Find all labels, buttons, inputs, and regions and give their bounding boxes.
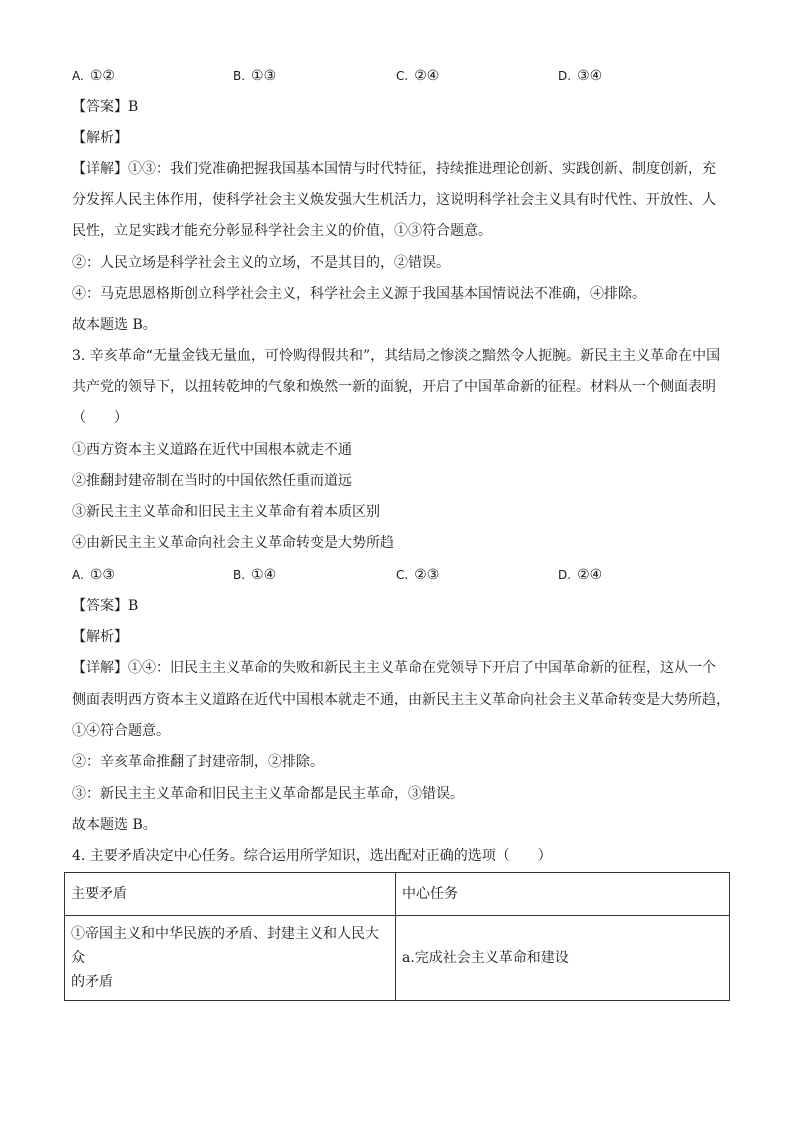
q3-option-a: A. ①③: [72, 567, 115, 583]
q4-table: [64, 872, 730, 1001]
q3-answer: 【答案】B: [72, 598, 139, 614]
q2-analysis-label: 【解析】: [72, 130, 128, 146]
q3-option-c: C. ②③: [396, 567, 440, 583]
q3-detail-line: ①④符合题意。: [72, 723, 170, 739]
q3-statement-1: ①西方资本主义道路在近代中国根本就走不通: [72, 442, 352, 458]
q2-answer: 【答案】B: [72, 99, 139, 115]
table-header-cell: 主要矛盾: [65, 873, 396, 916]
table-header-cell: 中心任务: [396, 873, 730, 916]
table-cell: [65, 916, 396, 1001]
q3-detail-line: ②：辛亥革命推翻了封建帝制，②排除。: [72, 754, 324, 770]
q3-detail-line: ③：新民主主义革命和旧民主主义革命都是民主革命，③错误。: [72, 786, 464, 802]
q4-stem: 4. 主要矛盾决定中心任务。综合运用所学知识，选出配对正确的选项（ ）: [72, 848, 552, 864]
q3-analysis-label: 【解析】: [72, 629, 128, 645]
q2-option-b: B. ①③: [233, 68, 277, 84]
q3-statement-4: ④由新民主主义革命向社会主义革命转变是大势所趋: [72, 535, 394, 551]
q2-detail-line: ④：马克思恩格斯创立科学社会主义，科学社会主义源于我国基本国情说法不准确，④排除。: [72, 286, 646, 302]
q3-statement-2: ②推翻封建帝制在当时的中国依然任重而道远: [72, 473, 352, 489]
q2-option-a: A. ①②: [72, 68, 115, 84]
table-cell: a.完成社会主义革命和建设: [396, 916, 730, 1001]
q3-options: [72, 565, 732, 585]
q2-detail-line: ②：人民立场是科学社会主义的立场，不是其目的，②错误。: [72, 255, 450, 271]
q3-detail-line: 【详解】①④：旧民主主义革命的失败和新民主主义革命在党领导下开启了中国革命新的征程，这从一个: [72, 660, 716, 676]
table-cell-line: ①帝国主义和中华民族的矛盾、封建主义和人民大众: [71, 926, 379, 966]
q2-option-d: D. ③④: [558, 68, 603, 84]
q3-option-d: D. ②④: [558, 567, 603, 583]
q2-option-c: C. ②④: [396, 68, 440, 84]
q2-options: [72, 66, 732, 86]
q3-detail-line: 侧面表明西方资本主义道路在近代中国根本就走不通，由新民主主义革命向社会主义革命转变是大势所趋，: [72, 692, 730, 708]
q2-detail-line: 民性，立足实践才能充分彰显科学社会主义的价值，①③符合题意。: [72, 223, 492, 239]
q2-detail-line: 分发挥人民主体作用，使科学社会主义焕发强大生机活力，这说明科学社会主义具有时代性、开放性、人: [72, 192, 716, 208]
q2-detail-line: 【详解】①③：我们党准确把握我国基本国情与时代特征，持续推进理论创新、实践创新、制度创新，充: [72, 161, 716, 177]
q3-stem-line: 共产党的领导下，以扭转乾坤的气象和焕然一新的面貌，开启了中国革命新的征程。材料从一个侧面表明: [72, 379, 716, 395]
q3-stem-line: 3. 辛亥革命“无量金钱无量血，可怜购得假共和”，其结局之惨淡之黯然令人扼腕。新民主主义革命在中国: [72, 348, 721, 364]
q3-option-b: B. ①④: [233, 567, 277, 583]
q2-conclusion: 故本题选 B。: [72, 317, 157, 333]
table-row: [65, 916, 730, 1001]
table-header-row: [65, 873, 730, 916]
q3-stem-blank: （ ）: [72, 410, 128, 426]
table-cell-line: 的矛盾: [71, 974, 113, 990]
q3-conclusion: 故本题选 B。: [72, 817, 157, 833]
q3-statement-3: ③新民主主义革命和旧民主主义革命有着本质区别: [72, 504, 380, 520]
